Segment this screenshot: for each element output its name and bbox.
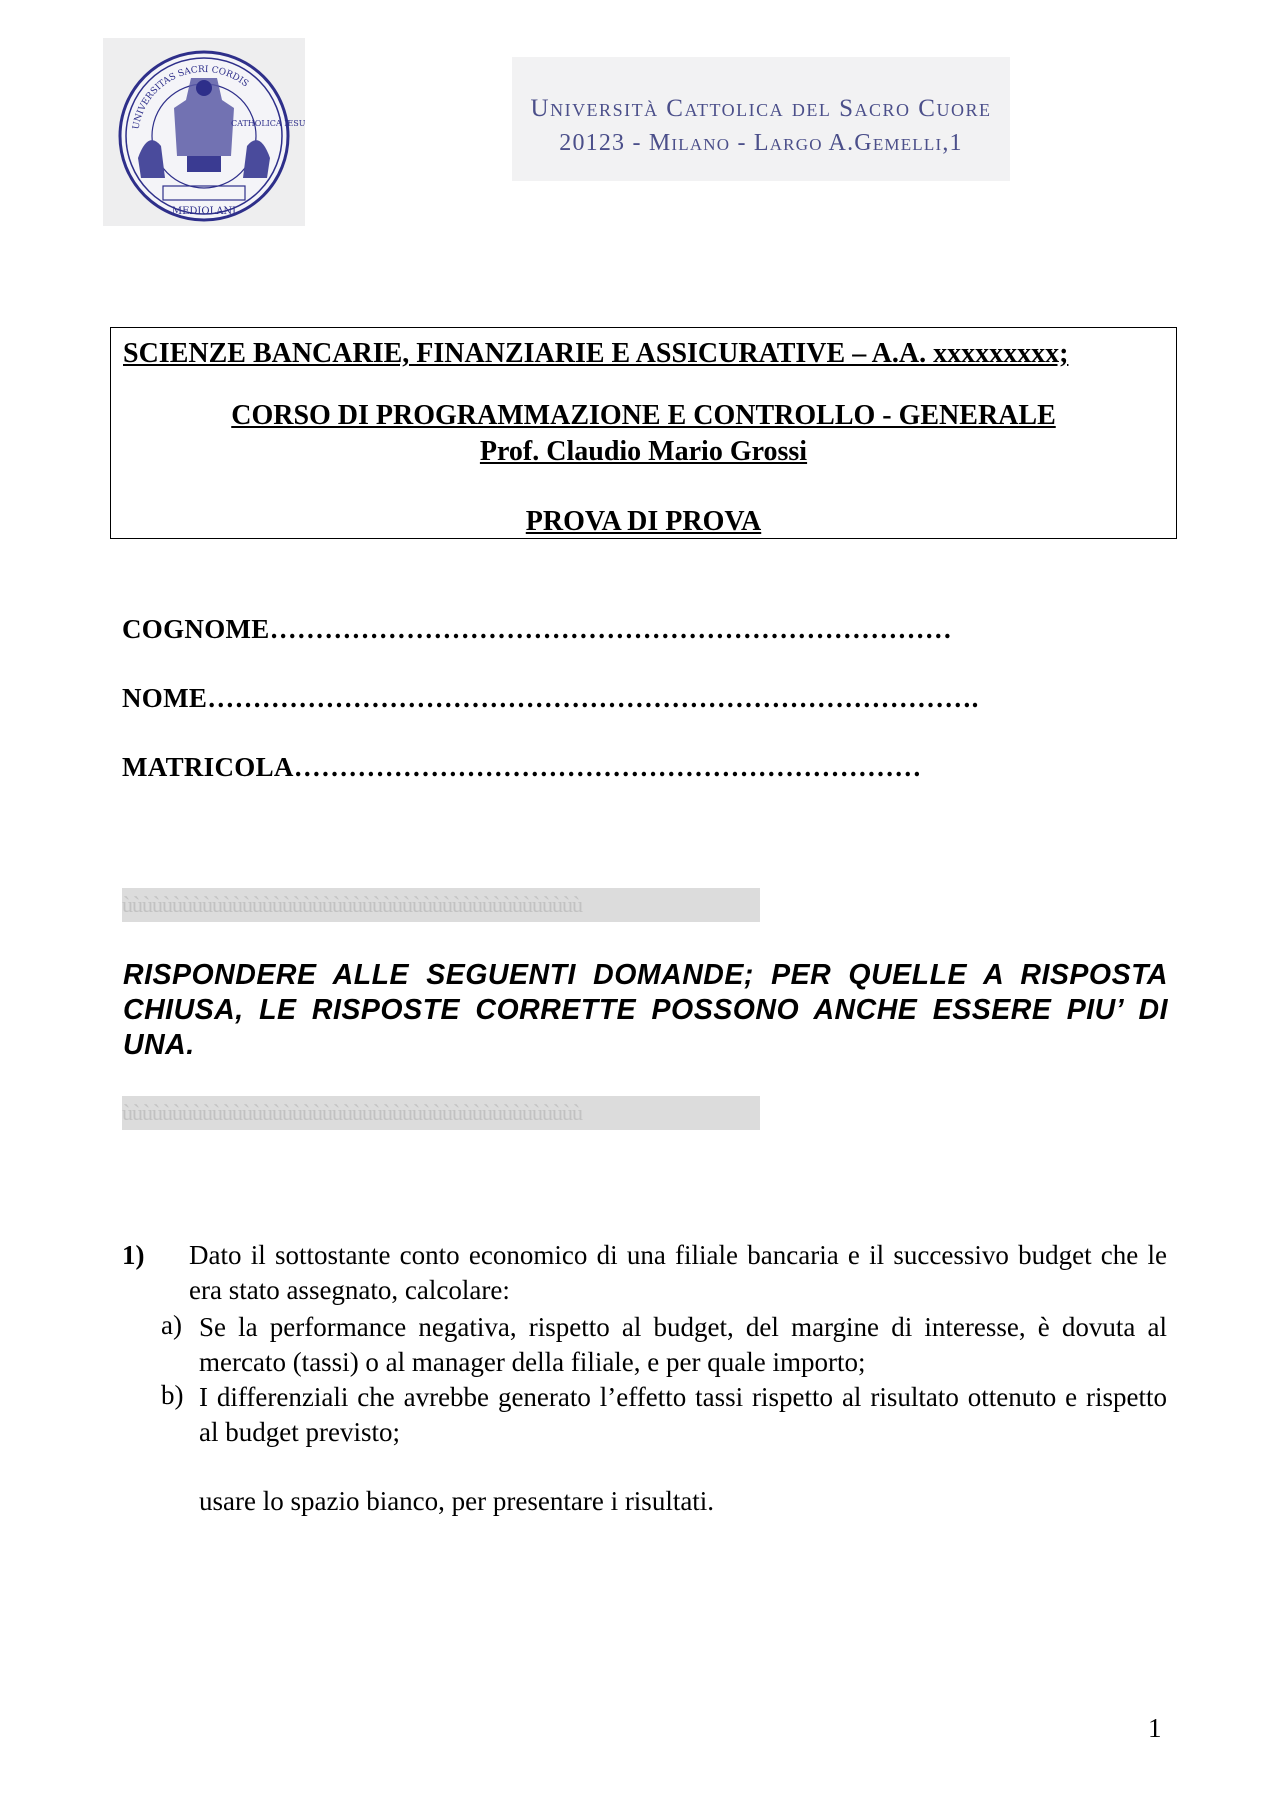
question-text: Dato il sottostante conto economico di una filiale bancaria e il successivo budget che le era stato assegnato, calcolare: — [189, 1240, 1167, 1305]
seal-text-right: CATHOLICA IESU — [231, 119, 305, 128]
professor-name: Prof. Claudio Mario Grossi — [479, 436, 808, 467]
nome-field[interactable]: NOME…………………………………………………………………………. — [122, 683, 979, 713]
exam-header-box — [110, 327, 1177, 539]
course-line: SCIENZE BANCARIE, FINANZIARIE E ASSICURATIVE – A.A. xxxxxxxxx; — [123, 338, 1069, 369]
cognome-field[interactable]: COGNOME………………………………………………………………… — [122, 614, 953, 644]
test-title: PROVA DI PROVA — [525, 506, 762, 537]
answer-note: usare lo spazio bianco, per presentare i risultati. — [199, 1486, 715, 1516]
university-address: 20123 - Milano - Largo A.Gemelli,1 — [559, 130, 963, 156]
university-name: Università Cattolica del Sacro Cuore — [530, 95, 992, 122]
seal-text-bottom: MEDIOLANI — [171, 206, 237, 217]
seal-text-left: UNIVERSITAS SACRI CORDIS — [131, 64, 251, 131]
page-number: 1 — [1148, 1713, 1162, 1743]
matricola-field[interactable]: MATRICOLA…………………………………………………………… — [122, 752, 922, 782]
seal-icon — [103, 38, 305, 226]
symbol-band-top: ùùùùùùùùùùùùùùùùùùùùùùùùùùùùùùùùùùùùùùùùùùùùùù — [122, 888, 760, 922]
symbol-band-bottom: ùùùùùùùùùùùùùùùùùùùùùùùùùùùùùùùùùùùùùùùùùùùùùù — [122, 1096, 760, 1130]
instructions: RISPONDERE ALLE SEGUENTI DOMANDE; PER QUELLE A RISPOSTA CHIUSA, LE RISPOSTE CORRETTE POSSONO ANCHE ESSERE PIU’ DI UNA. — [123, 959, 1168, 1061]
sub-question-b-label: b) — [161, 1380, 184, 1410]
course-title: CORSO DI PROGRAMMAZIONE E CONTROLLO - GENERALE — [231, 400, 1056, 431]
question-number: 1) — [122, 1240, 145, 1270]
sub-question-b-text: I differenziali che avrebbe generato l’effetto tassi rispetto al risultato ottenuto e rispetto al budget previsto; — [199, 1382, 1167, 1447]
sub-question-a-label: a) — [161, 1310, 182, 1340]
letterhead — [512, 57, 1010, 181]
sub-question-a-text: Se la performance negativa, rispetto al budget, del margine di interesse, è dovuta al mercato (tassi) o al manager della filiale, e per quale importo; — [199, 1312, 1167, 1377]
university-seal — [103, 38, 305, 226]
